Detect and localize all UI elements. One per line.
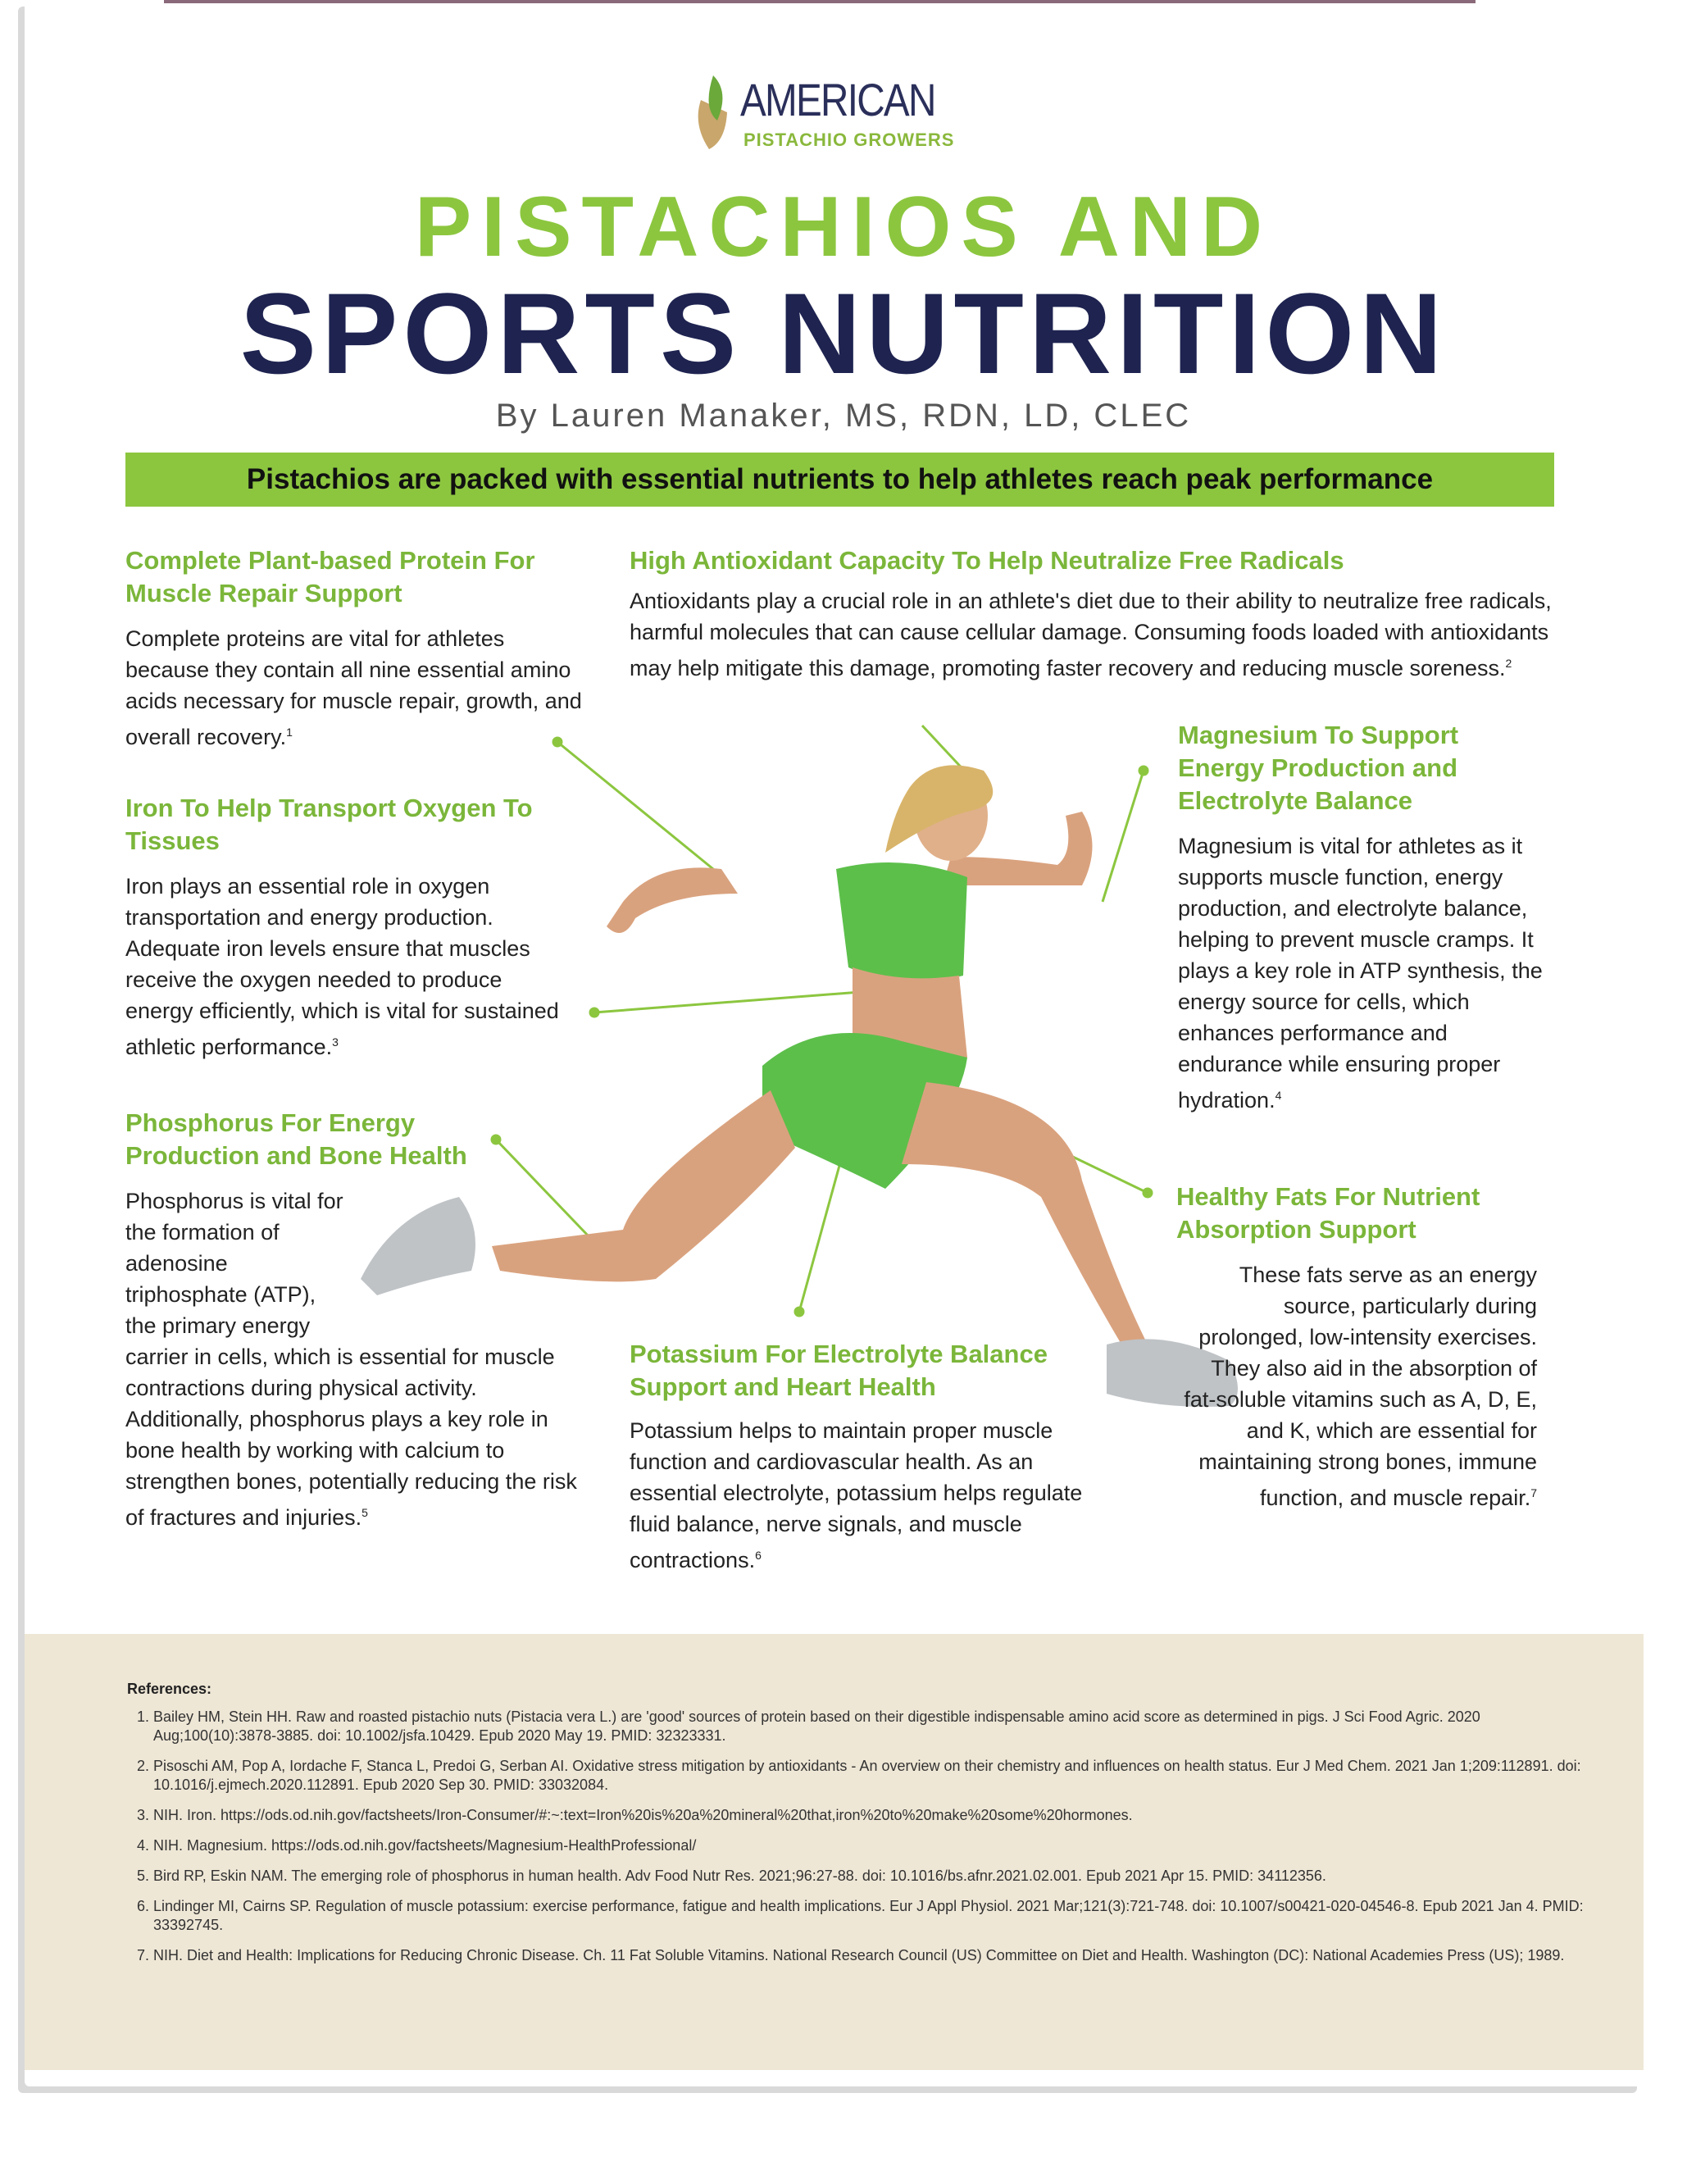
fats-body: These fats serve as an energy source, particularly during prolonged, low-intensity exercises. They also aid in the absorption of fat-soluble vitamins such as A, D, E, and K, which are essential for maintaining strong bones, immune function, and muscle repair.$^7$ [1184, 1263, 1537, 1510]
references-heading: References: [127, 1681, 212, 1697]
references-list [125, 1708, 1596, 1977]
section-protein [125, 544, 584, 753]
section-antioxidant [630, 544, 1556, 684]
iron-heading: Iron To Help Transport Oxygen To Tissues [125, 794, 533, 855]
reference-item: 7. NIH. Diet and Health: Implications for Reducing Chronic Disease. Ch. 11 Fat Soluble Vitamins. National Research Council (US) Committee on Diet and Health. Washington (DC): National Academies Press (US); 1989. [153, 1946, 1596, 1965]
logo-subtitle: PISTACHIO GROWERS [743, 130, 955, 150]
potassium-body: Potassium helps to maintain proper muscle function and cardiovascular health. As an essential electrolyte, potassium helps regulate fluid balance, nerve signals, and muscle contractions.$^6$ [630, 1418, 1083, 1572]
phosphorus-heading: Phosphorus For Energy Production and Bone Health [125, 1108, 467, 1170]
section-magnesium [1178, 719, 1555, 1116]
reference-item: 2. Pisoschi AM, Pop A, Iordache F, Stanca L, Predoi G, Serban AI. Oxidative stress mitigation by antioxidants - An overview on their chemistry and influences on health status. Eur J Med Chem. 2021 Jan 1;209:112891. doi: 10.1016/j.ejmech.2020.112891. Epub 2020 Sep 30. PMID: 33032084. [153, 1757, 1596, 1795]
potassium-heading: Potassium For Electrolyte Balance Support and Heart Health [630, 1340, 1048, 1401]
protein-heading: Complete Plant-based Protein For Muscle Repair Support [125, 546, 535, 607]
magnesium-heading: Magnesium To Support Energy Production and Electrolyte Balance [1178, 721, 1459, 815]
phosphorus-body: Phosphorus is vital for the formation of adenosine triphosphate (ATP), the primary energy carrier in cells, which is essential for muscle contractions during physical activity. Additionally, phosphorus plays a key role in bone health by working with calcium to strengthen bones, potentially reducing the risk of fractures and injuries.$^5$ [125, 1189, 577, 1530]
logo-wordmark: AMERICAN [740, 74, 935, 125]
reference-item: 6. Lindinger MI, Cairns SP. Regulation of muscle potassium: exercise performance, fatigue and health implications. Eur J Appl Physiol. 2021 Mar;121(3):721-748. doi: 10.1007/s00421-020-04546-8. Epub 2021 Jan 4. PMID: 33392745. [153, 1897, 1596, 1935]
reference-item: 4. NIH. Magnesium. https://ods.od.nih.gov/factsheets/Magnesium-HealthProfessional/ [153, 1836, 1596, 1855]
title-line-2: SPORTS NUTRITION [239, 269, 1448, 398]
magnesium-body: Magnesium is vital for athletes as it supports muscle function, energy production, and electrolyte balance, helping to prevent muscle cramps. It plays a key role in ATP synthesis, the energy source for cells, which enhances performance and endurance while ensuring proper hydration.$^4$ [1178, 834, 1543, 1112]
iron-body: Iron plays an essential role in oxygen transportation and energy production. Adequate iron levels ensure that muscles receive the oxygen needed to produce energy efficiently, which is vital for sustained athletic performance.$^3$ [125, 874, 559, 1059]
byline: By Lauren Manaker, MS, RDN, LD, CLEC [495, 398, 1192, 434]
section-phosphorus [125, 1107, 584, 1533]
references-panel [25, 1634, 1644, 2070]
fats-heading: Healthy Fats For Nutrient Absorption Support [1176, 1182, 1480, 1244]
section-iron [125, 792, 568, 1062]
tagline-banner: Pistachios are packed with essential nutrients to help athletes reach peak performance [125, 453, 1554, 507]
reference-item: 3. NIH. Iron. https://ods.od.nih.gov/factsheets/Iron-Consumer/#:~:text=Iron%20is%20a%20mineral%20that,iron%20to%20make%20some%20hormones. [153, 1806, 1596, 1825]
protein-body: Complete proteins are vital for athletes because they contain all nine essential amino acids necessary for muscle repair, growth, and overall recovery.$^1$ [125, 626, 582, 749]
reference-item: 1. Bailey HM, Stein HH. Raw and roasted pistachio nuts (Pistacia vera L.) are 'good' sources of protein based on their digestible indispensable amino acid score as determined in pigs. J Sci Food Agric. 2020 Aug;100(10):3878-3885. doi: 10.1002/jsfa.10429. Epub 2020 May 19. PMID: 32323331. [153, 1708, 1596, 1745]
antioxidant-heading: High Antioxidant Capacity To Help Neutralize Free Radicals [630, 546, 1344, 575]
antioxidant-body: Antioxidants play a crucial role in an athlete's diet due to their ability to neutralize free radicals, harmful molecules that can cause cellular damage. Consuming foods loaded with antioxidants may help mitigate this damage, promoting faster recovery and reducing muscle soreness.$^2$ [630, 589, 1552, 680]
section-fats [1176, 1181, 1553, 1513]
reference-item: 5. Bird RP, Eskin NAM. The emerging role of phosphorus in human health. Adv Food Nutr Res. 2021;96:27-88. doi: 10.1016/bs.afnr.2021.02.001. Epub 2021 Apr 15. PMID: 34112356. [153, 1867, 1596, 1886]
section-potassium [630, 1338, 1121, 1576]
title-line-1: PISTACHIOS AND [414, 180, 1273, 275]
leader-lines [492, 726, 1152, 1316]
